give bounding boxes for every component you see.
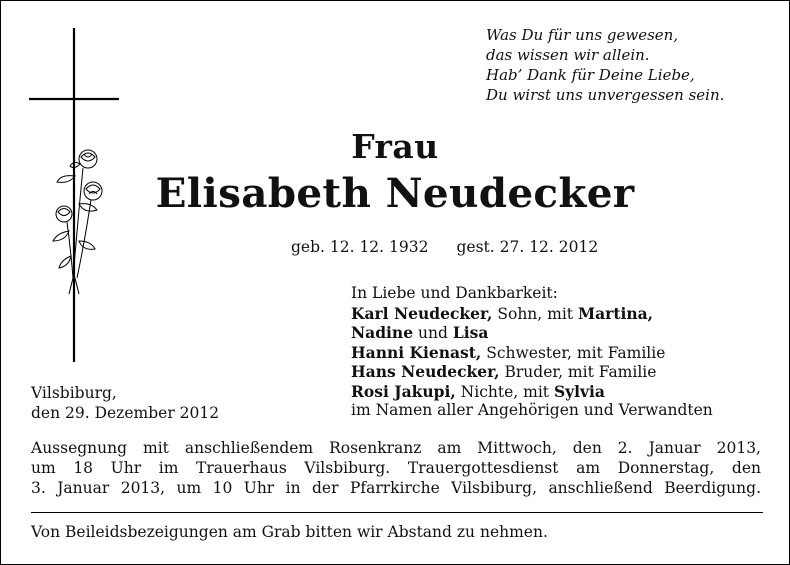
- funeral-service-info: [31, 438, 761, 498]
- mourner-name: Hanni Kienast,: [351, 342, 482, 362]
- mourners-closing: im Namen aller Angehörigen und Verwandten: [351, 401, 713, 419]
- poem-line: Du wirst uns unvergessen sein.: [486, 86, 725, 104]
- mourners-intro: In Liebe und Dankbarkeit:: [351, 284, 558, 302]
- service-line: um 18 Uhr im Trauerhaus Vilsbiburg. Trauergottesdienst am Donnerstag, den: [31, 459, 761, 477]
- service-line: Aussegnung mit anschließendem Rosenkranz am Mittwoch, den 2. Januar 2013,: [31, 439, 761, 457]
- mourners-list: [351, 284, 713, 421]
- mourner-name: Nadine: [351, 323, 414, 342]
- mourner-relation: und: [413, 324, 453, 342]
- mourner-line: [351, 343, 713, 363]
- notice-date: den 29. Dezember 2012: [31, 403, 220, 422]
- poem-line: das wissen wir allein.: [486, 46, 650, 64]
- life-dates: [291, 238, 598, 256]
- mourner-name: Sylvia: [553, 381, 605, 401]
- memorial-poem: [486, 25, 724, 105]
- mourner-name: Rosi Jakupi,: [351, 381, 456, 401]
- poem-line: Hab’ Dank für Deine Liebe,: [486, 66, 695, 84]
- divider: [31, 512, 763, 513]
- poem-line: Was Du für uns gewesen,: [486, 26, 679, 44]
- mourner-name: Hans Neudecker,: [351, 362, 500, 381]
- mourner-line: [351, 304, 713, 324]
- service-line: 3. Januar 2013, um 10 Uhr in der Pfarrkirche Vilsbiburg, anschließend Beerdigung.: [31, 479, 761, 497]
- mourner-name: Karl Neudecker,: [351, 303, 493, 323]
- mourner-relation: Schwester, mit Familie: [481, 343, 666, 362]
- mourner-name: Lisa: [452, 323, 489, 342]
- mourner-line: [351, 362, 713, 382]
- mourner-relation: Sohn, mit: [492, 304, 578, 323]
- birth-date: geb. 12. 12. 1932: [291, 238, 429, 256]
- mourner-relation: Nichte, mit: [455, 382, 554, 401]
- mourner-line: [351, 323, 713, 343]
- mourner-relation: Bruder, mit Familie: [499, 363, 657, 381]
- death-date: gest. 27. 12. 2012: [456, 238, 599, 256]
- condolence-request: Von Beileidsbezeigungen am Grab bitten wir Abstand zu nehmen.: [31, 523, 548, 541]
- mourner-line: [351, 382, 713, 402]
- mourner-name: Martina,: [577, 303, 654, 323]
- place-and-date: [31, 384, 219, 423]
- place-city: Vilsbiburg,: [31, 384, 117, 402]
- deceased-name: Elisabeth Neudecker: [155, 169, 635, 217]
- honorific-title: Frau: [351, 127, 439, 166]
